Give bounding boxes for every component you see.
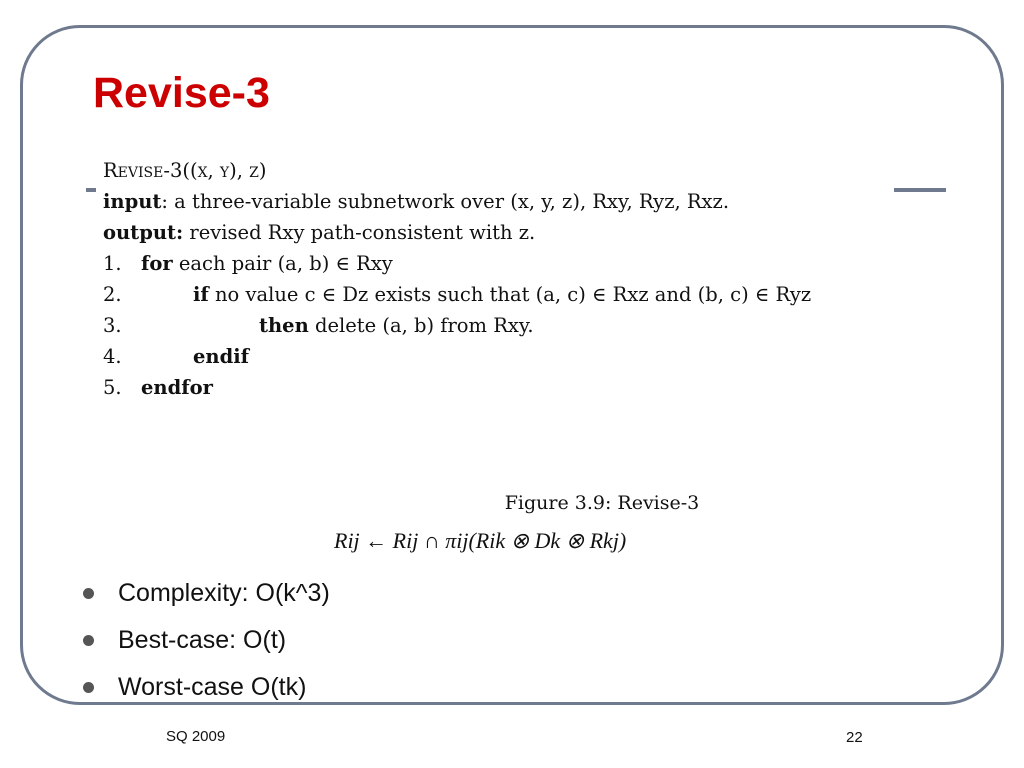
line-keyword: for	[141, 252, 173, 275]
line-number: 5.	[103, 376, 122, 399]
algorithm-line	[103, 248, 903, 279]
figure-caption: Figure 3.9: Revise-3	[504, 492, 700, 514]
output-text: revised Rxy path-consistent with z.	[183, 221, 536, 244]
line-text: each pair (a, b) ∈ Rxy	[172, 252, 393, 275]
line-keyword: if	[193, 283, 209, 306]
algorithm-line	[103, 341, 903, 372]
slide-title: Revise-3	[93, 69, 270, 117]
algorithm-header-text: Revise-3((x, y), z)	[103, 159, 267, 182]
algorithm-input	[103, 186, 903, 217]
line-keyword: endif	[193, 345, 250, 368]
bullet-item	[80, 664, 330, 711]
line-number: 2.	[103, 283, 122, 306]
line-number: 1.	[103, 252, 122, 275]
bullet-dot-icon	[83, 635, 94, 646]
output-keyword: output:	[103, 221, 184, 244]
revise-formula: Rij ← Rij ∩ πij(Rik ⊗ Dk ⊗ Rkj)	[334, 528, 627, 553]
algorithm-line	[103, 310, 903, 341]
page-number: 22	[846, 729, 863, 746]
line-keyword: endfor	[141, 376, 213, 399]
bullet-item	[80, 570, 330, 617]
bullet-list	[80, 570, 330, 711]
bullet-text: Best-case: O(t)	[118, 626, 287, 654]
footer-label: SQ 2009	[166, 728, 226, 745]
algorithm-header	[103, 155, 903, 186]
line-number: 3.	[103, 314, 122, 337]
algorithm-box	[103, 155, 903, 403]
algorithm-output	[103, 217, 903, 248]
input-keyword: input	[103, 190, 162, 213]
bullet-dot-icon	[83, 682, 94, 693]
algorithm-line	[103, 372, 903, 403]
title-rule-left	[86, 188, 96, 192]
algorithm-line	[103, 279, 903, 310]
bullet-text: Complexity: O(k^3)	[118, 579, 330, 607]
line-number: 4.	[103, 345, 122, 368]
bullet-dot-icon	[83, 588, 94, 599]
line-keyword: then	[259, 314, 309, 337]
line-text: delete (a, b) from Rxy.	[308, 314, 534, 337]
input-text: : a three-variable subnetwork over (x, y, z), Rxy, Ryz, Rxz.	[161, 190, 730, 213]
bullet-item	[80, 617, 330, 664]
line-text: no value c ∈ Dz exists such that (a, c) ∈ Rxz and (b, c) ∈ Ryz	[208, 283, 812, 306]
bullet-text: Worst-case O(tk)	[118, 673, 307, 701]
